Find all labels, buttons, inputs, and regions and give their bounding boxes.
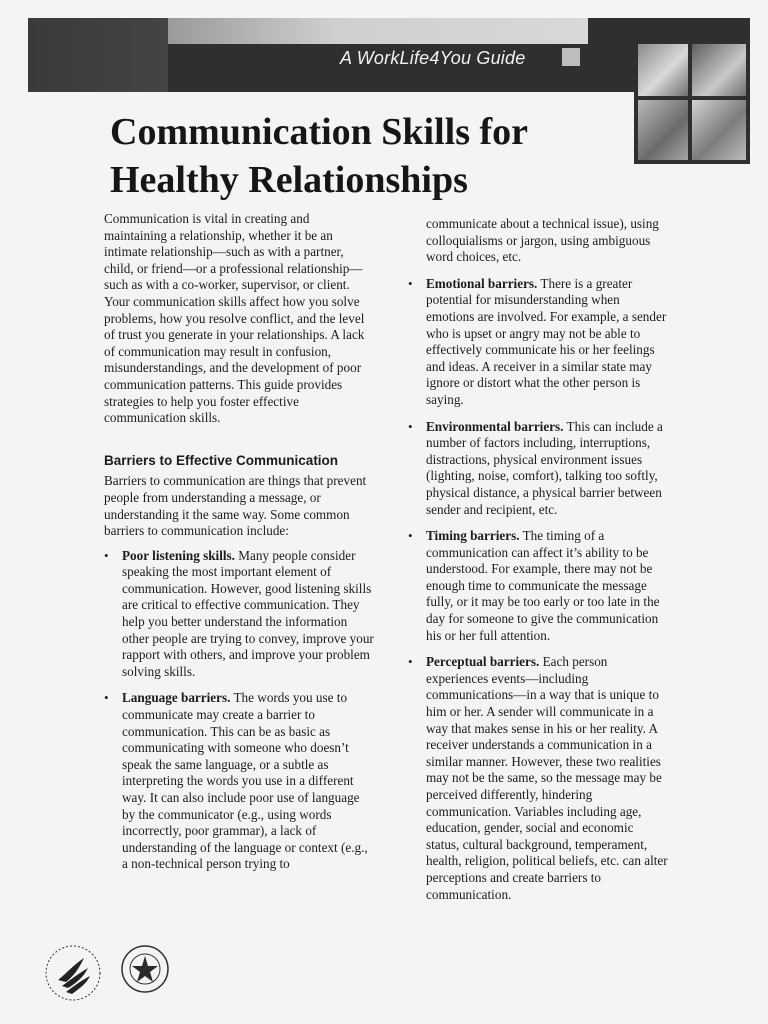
list-item bbox=[408, 528, 670, 644]
federal-occupational-health-seal-icon bbox=[120, 944, 170, 994]
list-item bbox=[408, 419, 670, 519]
list-item bbox=[408, 276, 670, 409]
barriers-lead-paragraph: Barriers to communication are things that prevent people from understanding a message, or understanding it the same way. Some common barriers to communication include: bbox=[104, 473, 367, 539]
barrier-term: Environmental barriers. bbox=[426, 418, 564, 434]
banner-light-strip bbox=[168, 18, 588, 44]
bullet-icon: • bbox=[104, 547, 109, 563]
family-photo-image bbox=[638, 44, 688, 96]
page-title bbox=[110, 108, 630, 204]
page-title-line: Healthy Relationships bbox=[110, 159, 468, 201]
barrier-term: Poor listening skills. bbox=[122, 547, 235, 563]
barrier-text: This can include a number of factors including, interruptions, distractions, physical environment issues (lighting, noise, comfort), talking too softly, physical distance, a physical barrier between sender and recipient, etc. bbox=[426, 418, 663, 517]
list-item bbox=[408, 654, 670, 903]
family-photo-image bbox=[692, 100, 746, 160]
hhs-eagle-logo-icon bbox=[44, 944, 102, 1002]
barrier-term: Emotional barriers. bbox=[426, 275, 538, 291]
bullet-icon: • bbox=[408, 418, 413, 434]
page-title-line: Communication Skills for bbox=[110, 111, 529, 153]
barrier-text: There is a greater potential for misunderstanding when emotions are involved. For example, a sender who is upset or angry may not be able to effectively communicate his or her feelings and ideas. A receiver in a similar state may ignore or distort what the other person is saying. bbox=[426, 275, 667, 407]
barrier-text: The words you use to communicate may create a barrier to communication. This can be as basic as communicating with someone who doesn’t speak the same language, or a subtle as interpreting the words you use in a different way. It can also include poor use of language by the communicator (e.g., using words incorrectly, poor grammar), a lack of understanding of the language or context (e.g., a non-technical person trying to bbox=[122, 690, 368, 872]
list-item bbox=[104, 690, 374, 873]
intro-paragraph: Communication is vital in creating and maintaining a relationship, whether it be an intimate relationship—such as with a partner, child, or friend—or a professional relationship—such as with a co-worker, supervisor, or client. Your communication skills affect how you solve problems, how you resolve conflict, and the level of trust you generate in your relationships. A lack of communication may result in confusion, misunderstandings, and the development of poor communication patterns. This guide provides strategies to help you foster effective communication skills. bbox=[104, 211, 365, 426]
photo-collage bbox=[634, 40, 750, 164]
banner-left-block bbox=[28, 18, 168, 92]
barrier-list bbox=[408, 276, 670, 903]
barrier-term: Perceptual barriers. bbox=[426, 654, 540, 670]
bullet-icon: • bbox=[104, 690, 109, 706]
barrier-term: Language barriers. bbox=[122, 690, 231, 706]
banner-square-mark bbox=[562, 48, 580, 66]
barrier-text: Many people consider speaking the most important element of communication. However, good listening skills are critical to effective communication. They help you better understand the information other people are trying to convey, improve your rapport with others, and improve your problem solving skills. bbox=[122, 547, 374, 679]
family-photo-image bbox=[638, 100, 688, 160]
right-column bbox=[408, 216, 670, 913]
barrier-continuation-text: communicate about a technical issue), using colloquialisms or jargon, using ambiguous word choices, etc. bbox=[426, 216, 659, 265]
section-heading: Barriers to Effective Communication bbox=[104, 452, 339, 468]
barrier-text: Each person experiences events—including communications—in a way that is unique to him or her. A sender will communicate in a way that makes sense in his or her reality. A receiver understands a communication in a similar manner. However, these two realities may not be the same, so the message may be perceived differently, hindering communication. Variables including age, education, gender, social and economic status, cultural background, temperament, health, religion, political beliefs, etc. can alter perceptions and create barriers to communication. bbox=[426, 654, 668, 902]
barrier-text: The timing of a communication can affect it’s ability to be understood. For example, there may not be enough time to communicate the message fully, or it may be too early or too late in the day for someone to give the communication his or her full attention. bbox=[426, 528, 660, 643]
bullet-icon: • bbox=[408, 528, 413, 544]
bullet-icon: • bbox=[408, 275, 413, 291]
bullet-icon: • bbox=[408, 654, 413, 670]
family-photo-image bbox=[692, 44, 746, 96]
barrier-list bbox=[104, 548, 374, 873]
barrier-term: Timing barriers. bbox=[426, 528, 520, 544]
guide-label: A WorkLife4You Guide bbox=[340, 48, 526, 68]
list-item bbox=[104, 548, 374, 681]
left-column bbox=[104, 211, 374, 883]
